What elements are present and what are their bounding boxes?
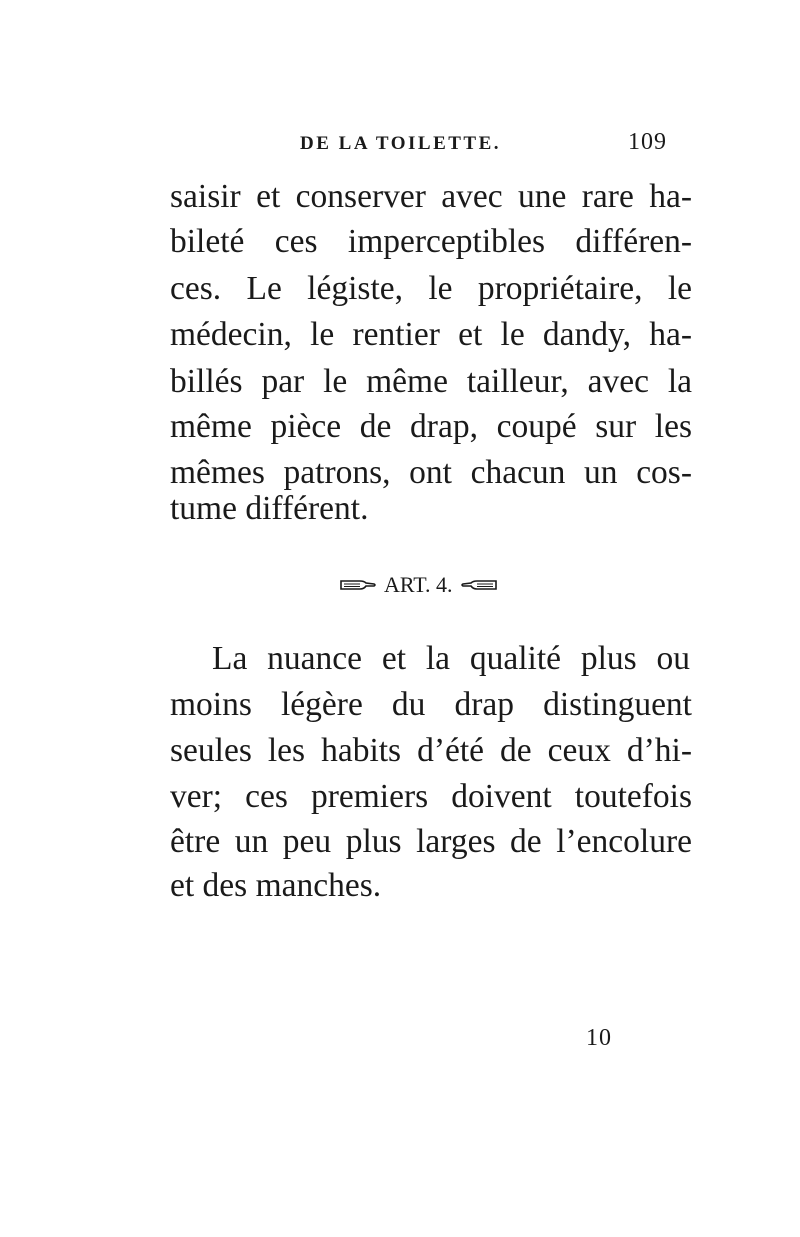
paragraph-2-line: et des manches. [170, 867, 382, 904]
signature-mark: 10 [586, 1025, 612, 1051]
paragraph-1-line: bileté ces imperceptibles différen- [170, 223, 692, 260]
paragraph-2-line: La nuance et la qualité plus ou [212, 640, 690, 677]
paragraph-2-line: ver; ces premiers doivent toutefois [170, 778, 692, 815]
article-heading [340, 572, 540, 598]
paragraph-2-line: moins légère du drap distinguent [170, 686, 692, 723]
paragraph-2-line: seules les habits d’été de ceux d’hi- [170, 732, 692, 769]
pointing-hand-right-icon [340, 577, 376, 593]
paragraph-1-line: ces. Le légiste, le propriétaire, le [170, 270, 692, 307]
paragraph-1-line: billés par le même tailleur, avec la [170, 363, 692, 400]
paragraph-2-line: être un peu plus larges de l’encolure [170, 823, 692, 860]
paragraph-1-line: même pièce de drap, coupé sur les [170, 408, 692, 445]
paragraph-1-line: médecin, le rentier et le dandy, ha- [170, 316, 692, 353]
page-number: 109 [628, 129, 667, 155]
paragraph-1-line: tume différent. [170, 490, 369, 527]
running-title: DE LA TOILETTE. [300, 133, 502, 154]
article-heading-text: ART. 4. [384, 572, 453, 597]
pointing-hand-left-icon [461, 577, 497, 593]
paragraph-1-line: saisir et conserver avec une rare ha- [170, 178, 692, 215]
paragraph-1-line: mêmes patrons, ont chacun un cos- [170, 454, 692, 491]
